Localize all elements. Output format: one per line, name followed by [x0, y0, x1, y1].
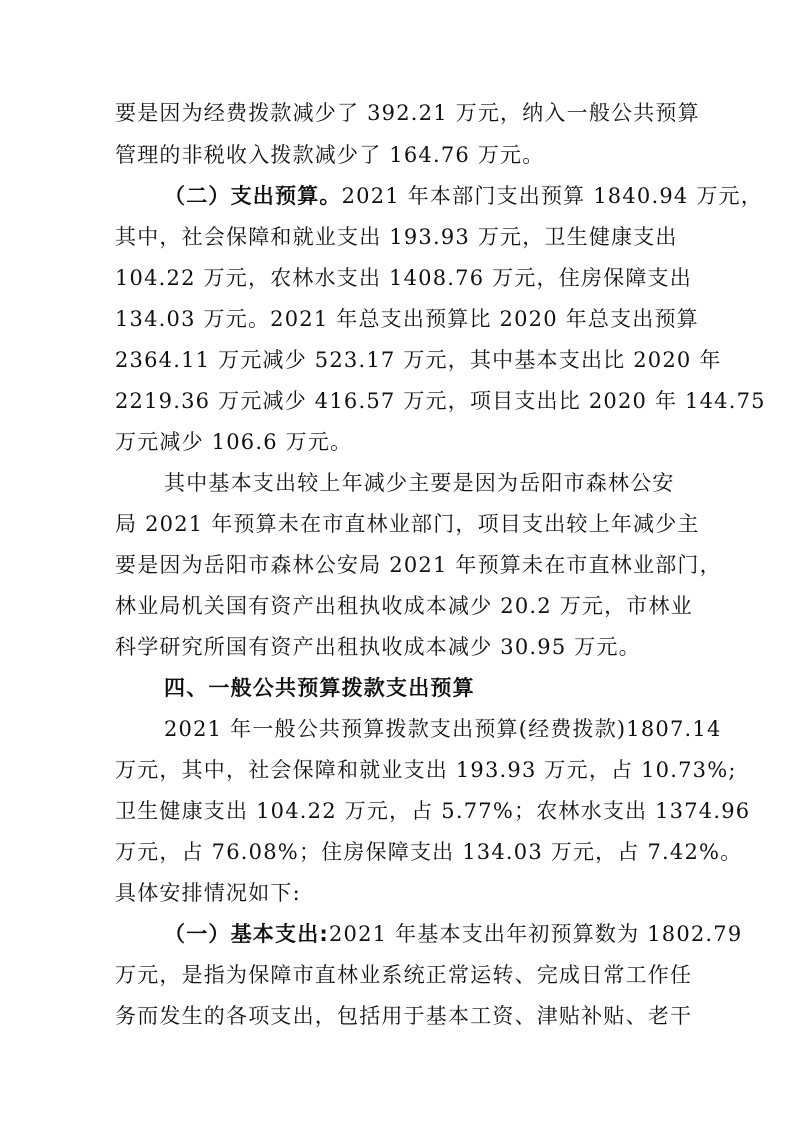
section-4-heading: 四、一般公共预算拨款支出预算 [164, 676, 475, 700]
section-1-text: 2021 年基本支出年初预算数为 1802.79 [329, 922, 743, 946]
text-line: 要是因为经费拨款减少了 392.21 万元，纳入一般公共预算 [115, 101, 700, 125]
text-line: 具体安排情况如下: [115, 881, 301, 905]
text-line: 林业局机关国有资产出租执收成本减少 20.2 万元，市林业 [115, 594, 693, 618]
text-line: 2364.11 万元减少 523.17 万元，其中基本支出比 2020 年 [115, 348, 722, 372]
text-line: 管理的非税收入拨款减少了 164.76 万元。 [115, 143, 545, 167]
text-line: 104.22 万元，农林水支出 1408.76 万元，住房保障支出 [115, 266, 692, 290]
text-line: 卫生健康支出 104.22 万元，占 5.77%；农林水支出 1374.96 [115, 799, 751, 823]
text-line: 2021 年一般公共预算拨款支出预算(经费拨款)1807.14 [164, 717, 722, 741]
section-2-paragraph [164, 182, 763, 210]
section-1-label: （一）基本支出: [164, 922, 329, 946]
text-line: 局 2021 年预算未在市直林业部门，项目支出较上年减少主 [115, 512, 700, 536]
text-line: 科学研究所国有资产出租执收成本减少 30.95 万元。 [115, 635, 641, 659]
text-line: 2219.36 万元减少 416.57 万元，项目支出比 2020 年 144.75 [115, 389, 766, 413]
section-2-label: （二）支出预算。 [164, 184, 342, 208]
text-line: 134.03 万元。2021 年总支出预算比 2020 年总支出预算 [115, 307, 699, 331]
text-line: 万元减少 106.6 万元。 [115, 430, 353, 454]
text-line: 其中，社会保障和就业支出 193.93 万元，卫生健康支出 [115, 225, 678, 249]
section-1-paragraph [164, 920, 743, 948]
text-line: 要是因为岳阳市森林公安局 2021 年预算未在市直林业部门， [115, 553, 722, 577]
text-line: 务而发生的各项支出，包括用于基本工资、津贴补贴、老干 [115, 1004, 693, 1028]
text-line: 万元，是指为保障市直林业系统正常运转、完成日常工作任 [115, 963, 693, 987]
text-line: 万元，其中，社会保障和就业支出 193.93 万元，占 10.73%; [115, 758, 737, 782]
text-line: 万元，占 76.08%；住房保障支出 134.03 万元，占 7.42%。 [115, 840, 743, 864]
text-line: 其中基本支出较上年减少主要是因为岳阳市森林公安 [164, 471, 675, 495]
section-2-text: 2021 年本部门支出预算 1840.94 万元， [341, 184, 763, 208]
